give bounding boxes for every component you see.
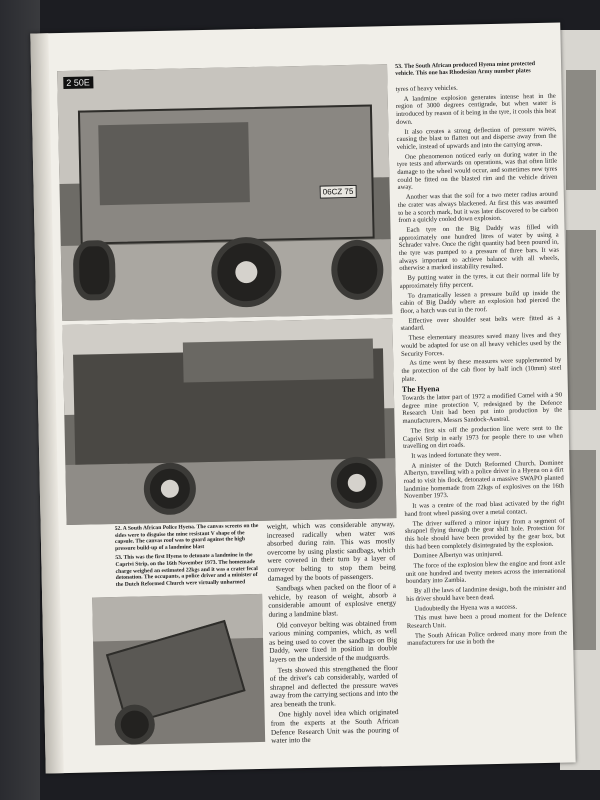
vehicle-wheel — [73, 240, 116, 301]
paragraph: The driver suffered a minor injury from a segment of shrapnel flying through the gear shift hole. Protection for this hole should have been provided by the gear box, but this had been completely disintegrated by the explosion. — [404, 517, 566, 551]
paragraph: Sandbags when packed on the floor of a vehicle, by reason of weight, absorb a considerable amount of explosive energy during a landmine blast. — [268, 582, 397, 619]
paragraph: Undoubtedly the Hyena was a success. — [414, 603, 518, 613]
paragraph: It also creates a strong deflection of pressure waves, causing the blast to flatten out and disperse away from the vehicle, instead of upwards and into the carrying areas. — [396, 125, 557, 151]
paragraph: One phenomenon noticed early on during water in the tyre tests and afterwards on operations, was that often little damage to the wheel would occur, and sometimes new tyres could be fitted on the blasted rim and the vehicle driven away. — [397, 150, 558, 192]
sign-label: 2 50E — [63, 76, 93, 89]
paragraph: tyres of heavy vehicles. — [395, 84, 458, 93]
book-page — [30, 23, 575, 774]
paragraph: The force of the explosion blew the engine and front axle unit one hundred and twenty meters across the international boundary into Zambia. — [405, 559, 566, 586]
paragraph: This must have been a proud moment for the Defence Research Unit. — [406, 611, 567, 630]
photo-caption-top: 53. The South African produced Hyena mine protected vehicle. This one has Rhodesian Army number plates — [395, 61, 536, 77]
paragraph: As time went by these measures were supplemented by the protection of the cab floor by half inch (10mm) steel plate. — [401, 356, 562, 383]
photo-captions — [115, 523, 266, 591]
paragraph: It was indeed fortunate they were. — [411, 450, 502, 460]
number-plate: 06CZ 75 — [320, 185, 357, 199]
section-heading: The Hyena — [401, 384, 440, 395]
paragraph: Towards the latter part of 1972 a modified Camel with a 90 degree mine protection V, redesigned by the Defence Research Unit had been put into production by the manufacturers, Messrs Sandock-Austral. — [401, 391, 563, 426]
paragraph: Dominee Albertyn was uninjured. — [413, 551, 503, 561]
photo-blasted-hyena — [92, 594, 265, 746]
text-column-middle — [267, 520, 400, 763]
paragraph: It was a centre of the road blast activated by the right hand front wheel passing over a metal contact. — [404, 499, 565, 518]
vehicle-frame — [98, 122, 250, 205]
paragraph: These elementary measures saved many lives and they would be adapted for use on all heavy vehicles used by the Security Forces. — [400, 331, 561, 358]
photo-hyena-police — [62, 318, 396, 525]
paragraph: Effective over shoulder seat belts were fitted as a standard. — [400, 314, 561, 333]
paragraph: One highly novel idea which originated from the experts at the South African Defence Research Unit was the pouring of water into the — [270, 708, 400, 745]
text-column-right — [395, 83, 569, 761]
paragraph: By putting water in the tyres, it cut their normal life by approximately fifty percent. — [399, 271, 560, 290]
canvas-roof — [183, 339, 374, 383]
paragraph: A landmine explosion generates intense heat in the region of 3000 degrees centigrade, but when water is introduced by reason of it being in the tyre, it cools this heat down. — [395, 92, 557, 126]
adjacent-photo — [566, 70, 596, 190]
photo-caption-52: 52. A South African Police Hyena. The canvas screens on the sides were to disguise the mine resistant V shape of the capsule. The canvas roof was to guard against the high pressure build-up of a landmine blast — [114, 522, 259, 552]
paragraph: By all the laws of landmine design, both the minister and his driver should have been dead. — [406, 584, 567, 603]
paragraph: The South African Police ordered many more from the manufacturers for use in both the — [407, 629, 568, 648]
paragraph: Old conveyor belting was obtained from various mining companies, which, as well as being used to cover the sandbags on Big Daddy, were fixed in position in double layers on the underside of the mudguards. — [268, 618, 398, 664]
vehicle-wheel — [114, 704, 155, 745]
adjacent-photo — [566, 230, 596, 410]
photo-caption-53: 53. This was the first Hyena to detonate a landmine in the Caprivi Strip, on the 16th November 1973. The homemade charge weighed an estimated 22kgs and it was a crater fecal detonation. The occupants, a police driver and a minister of the Dutch Reformed Church were virtually unharmed — [115, 552, 258, 588]
paragraph: weight, which was considerable anyway, increased radically when water was absorbed during rain. This was mostly overcome by using plastic sandbags, which were covered in their turn by a layer of conveyor belting to stop them being damaged by the boots of passengers. — [266, 520, 396, 583]
paragraph: Tests showed this strengthened the floor of the driver's cab considerably, warded of shrapnel and deflected the pressure waves away from the carrying sections and into the area beneath the trunk. — [269, 663, 399, 709]
paragraph: Another was that the soil for a two meter radius around the crater was always blackened. At first this was assumed to be a scorch mark, but it was later discovered to be carbon from a quickly cooled down explosion. — [397, 190, 559, 225]
paragraph: The first six off the production line were sent to the Caprivi Strip in early 1973 for people there to use when travelling on dirt roads. — [402, 424, 563, 451]
paragraph: Each tyre on the Big Daddy was filled with approximately one hundred litres of water by using a Schrader valve. Once the right quantity had been poured in, the tyre was pumped to a pressure of three bars. It was always important to achieve balance with all wheels, otherwise a marked instability resulted. — [398, 223, 560, 273]
paragraph: To dramatically lessen a pressure build up inside the cabin of Big Daddy where an explosion had pierced the floor, a hatch was cut in the roof. — [399, 289, 561, 315]
photo-hyena-rhodesian — [57, 64, 392, 321]
paragraph: A minister of the Dutch Reformed Church, Dominee Albertyn, travelling with a police driver in a Hyena on a dirt road to visit his flock, detonated a massive SWAPO planted landmine homemade from 22kgs of explosives on the 16th November 1973. — [403, 459, 564, 501]
